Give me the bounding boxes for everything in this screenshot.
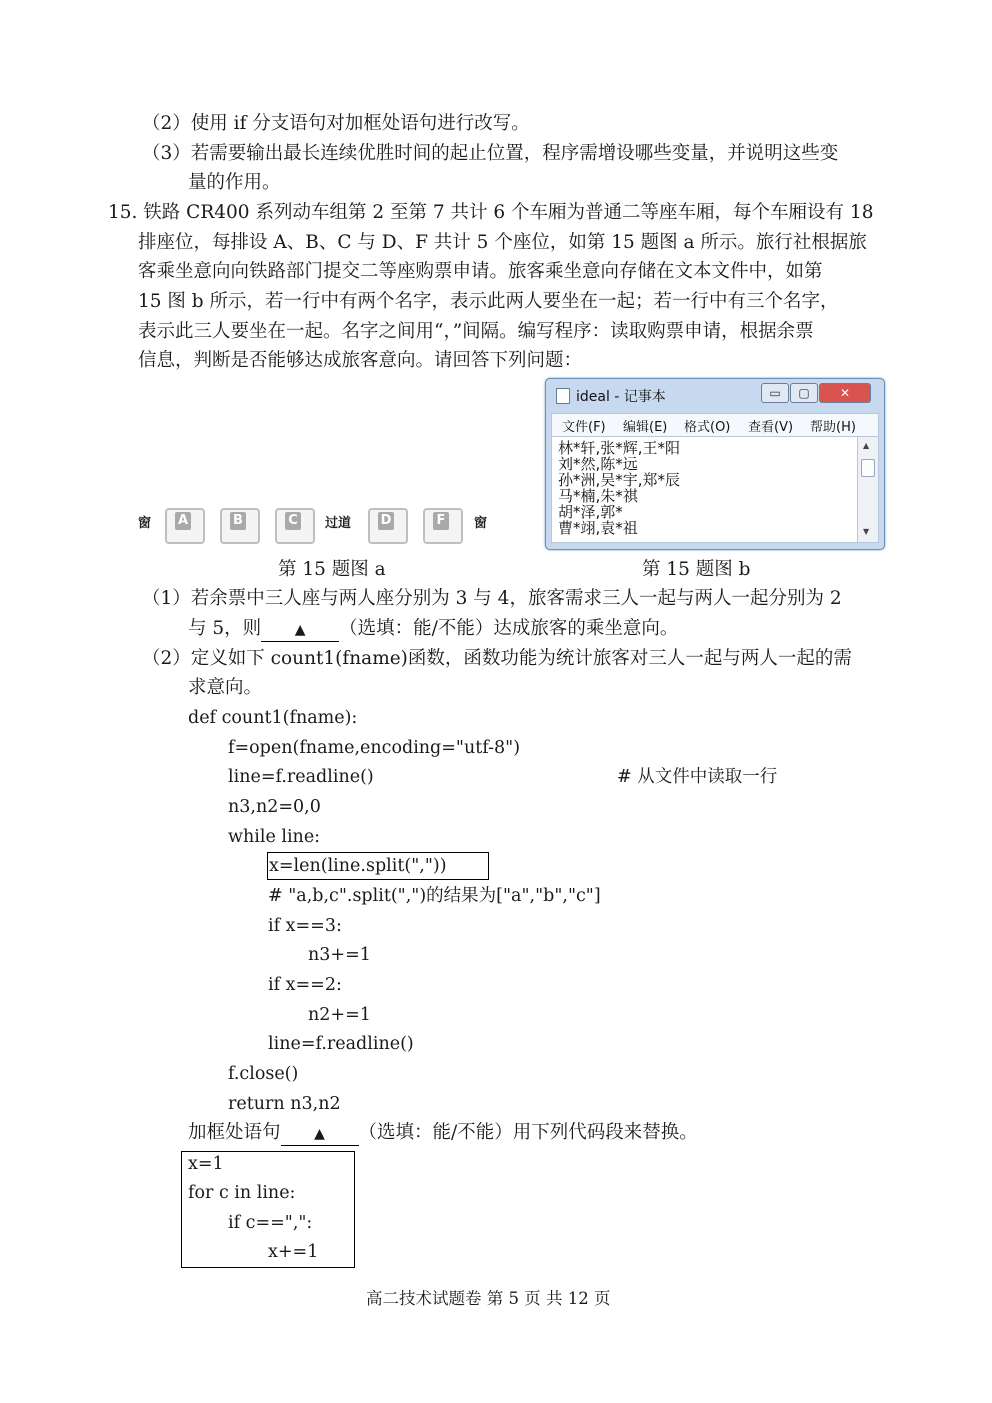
notepad-line: 曹*翊,袁*祖 <box>558 519 638 537</box>
notepad-menubar <box>551 413 879 437</box>
scroll-down-icon[interactable]: ▼ <box>863 527 870 536</box>
replacement-code-line: for c in line: <box>188 1183 296 1203</box>
code-line: line=f.readline() <box>228 767 374 787</box>
aisle-label: 过道 <box>325 516 352 531</box>
notepad-line: 刘*然,陈*远 <box>558 455 638 473</box>
notepad-line: 孙*洲,吴*宇,郑*辰 <box>558 471 681 489</box>
question-3-part-2: （2）使用 if 分支语句对加框处语句进行改写。 <box>142 113 530 134</box>
sub-question-2-line-1: （2）定义如下 count1(fname)函数，函数功能为统计旅客对三人一起与两人一起的需 <box>142 648 852 669</box>
window-right-label: 窗 <box>474 516 488 531</box>
notepad-window <box>545 378 885 550</box>
code-line: f=open(fname,encoding="utf-8") <box>228 738 521 758</box>
sub-question-1-line-2 <box>188 614 678 644</box>
notepad-icon <box>556 388 570 404</box>
seat-a-letter: A <box>175 512 191 530</box>
seat-b-letter: B <box>230 512 246 530</box>
menu-edit[interactable]: 编辑(E) <box>623 420 668 435</box>
maximize-icon[interactable]: ▢ <box>790 383 818 403</box>
page-footer: 高二技术试题卷 第 5 页 共 12 页 <box>366 1289 611 1308</box>
question-15-line-2: 排座位，每排设 A、B、C 与 D、F 共计 5 个座位，如第 15 题图 a 所示。旅行社根据旅 <box>138 232 867 253</box>
sub-question-3-post: （选填：能/不能）用下列代码段来替换。 <box>358 1122 698 1143</box>
seat-c-letter: C <box>285 512 301 530</box>
menu-help[interactable]: 帮助(H) <box>810 420 856 435</box>
close-icon[interactable]: ✕ <box>819 383 871 403</box>
code-line: def count1(fname): <box>188 708 358 728</box>
menu-format[interactable]: 格式(O) <box>684 420 731 435</box>
answer-blank-2[interactable]: ▲ <box>281 1123 359 1146</box>
minimize-icon[interactable]: ▭ <box>761 383 789 403</box>
code-line: f.close() <box>228 1064 299 1084</box>
question-15-line-6: 信息，判断是否能够达成旅客意向。请回答下列问题： <box>138 350 583 371</box>
notepad-text-area[interactable] <box>551 436 859 543</box>
seat-c <box>275 508 313 542</box>
question-3-part-3: （3）若需要输出最长连续优胜时间的起止位置，程序需增设哪些变量，并说明这些变 <box>142 143 839 164</box>
menu-file[interactable]: 文件(F) <box>562 420 606 435</box>
notepad-line: 马*楠,朱*祺 <box>558 487 638 505</box>
sub-question-3-pre: 加框处语句 <box>188 1122 281 1143</box>
notepad-title: ideal - 记事本 <box>576 389 666 405</box>
question-15-line-4: 15 图 b 所示，若一行中有两个名字，表示此两人要坐在一起；若一行中有三个名字， <box>138 291 839 312</box>
seat-b <box>220 508 258 542</box>
sub-question-3 <box>188 1118 698 1148</box>
question-15-line-3: 客乘坐意向向铁路部门提交二等座购票申请。旅客乘坐意向存储在文本文件中，如第 <box>138 261 823 282</box>
code-line: line=f.readline() <box>268 1034 414 1054</box>
replacement-code-line: if c==",": <box>228 1213 313 1233</box>
answer-blank-1[interactable]: ▲ <box>261 619 339 642</box>
notepad-scrollbar[interactable] <box>857 436 879 543</box>
figure-b-caption: 第 15 题图 b <box>642 559 751 580</box>
code-line: n3,n2=0,0 <box>228 797 321 817</box>
code-line: n3+=1 <box>308 945 371 965</box>
seat-f <box>423 508 461 542</box>
sub-question-2-line-2: 求意向。 <box>188 677 263 698</box>
sub-question-1-pre: 与 5，则 <box>188 618 262 639</box>
scroll-up-icon[interactable]: ▲ <box>863 441 870 450</box>
window-left-label: 窗 <box>138 516 152 531</box>
code-line: while line: <box>228 827 321 847</box>
code-line: if x==3: <box>268 916 342 936</box>
seat-a <box>165 508 203 542</box>
question-15-line-1: 15. 铁路 CR400 系列动车组第 2 至第 7 共计 6 个车厢为普通二等座车厢，每个车厢设有 18 <box>108 202 874 223</box>
notepad-line: 林*轩,张*辉,王*阳 <box>558 439 681 457</box>
sub-question-1-post: （选填：能/不能）达成旅客的乘坐意向。 <box>339 618 679 639</box>
seat-f-letter: F <box>433 512 449 530</box>
replacement-code-line: x+=1 <box>268 1242 319 1262</box>
notepad-line: 胡*泽,郭* <box>558 503 623 521</box>
code-line: n2+=1 <box>308 1005 371 1025</box>
seat-d <box>368 508 406 542</box>
replacement-code-line: x=1 <box>188 1154 224 1174</box>
figure-a-caption: 第 15 题图 a <box>278 559 386 580</box>
menu-view[interactable]: 查看(V) <box>748 420 794 435</box>
framed-statement: x=len(line.split(",")) <box>269 856 447 876</box>
code-line: if x==2: <box>268 975 342 995</box>
sub-question-1-line-1: （1）若余票中三人座与两人座分别为 3 与 4，旅客需求三人一起与两人一起分别为 2 <box>142 588 842 609</box>
code-comment: # 从文件中读取一行 <box>617 767 778 787</box>
question-3-part-3-cont: 量的作用。 <box>188 172 281 193</box>
code-comment: # "a,b,c".split(",")的结果为["a","b","c"] <box>268 886 601 906</box>
seat-d-letter: D <box>378 512 394 530</box>
question-15-line-5: 表示此三人要坐在一起。名字之间用“，”间隔。编写程序：读取购票申请，根据余票 <box>138 321 814 342</box>
scroll-thumb[interactable] <box>861 459 875 477</box>
code-line: return n3,n2 <box>228 1094 341 1114</box>
